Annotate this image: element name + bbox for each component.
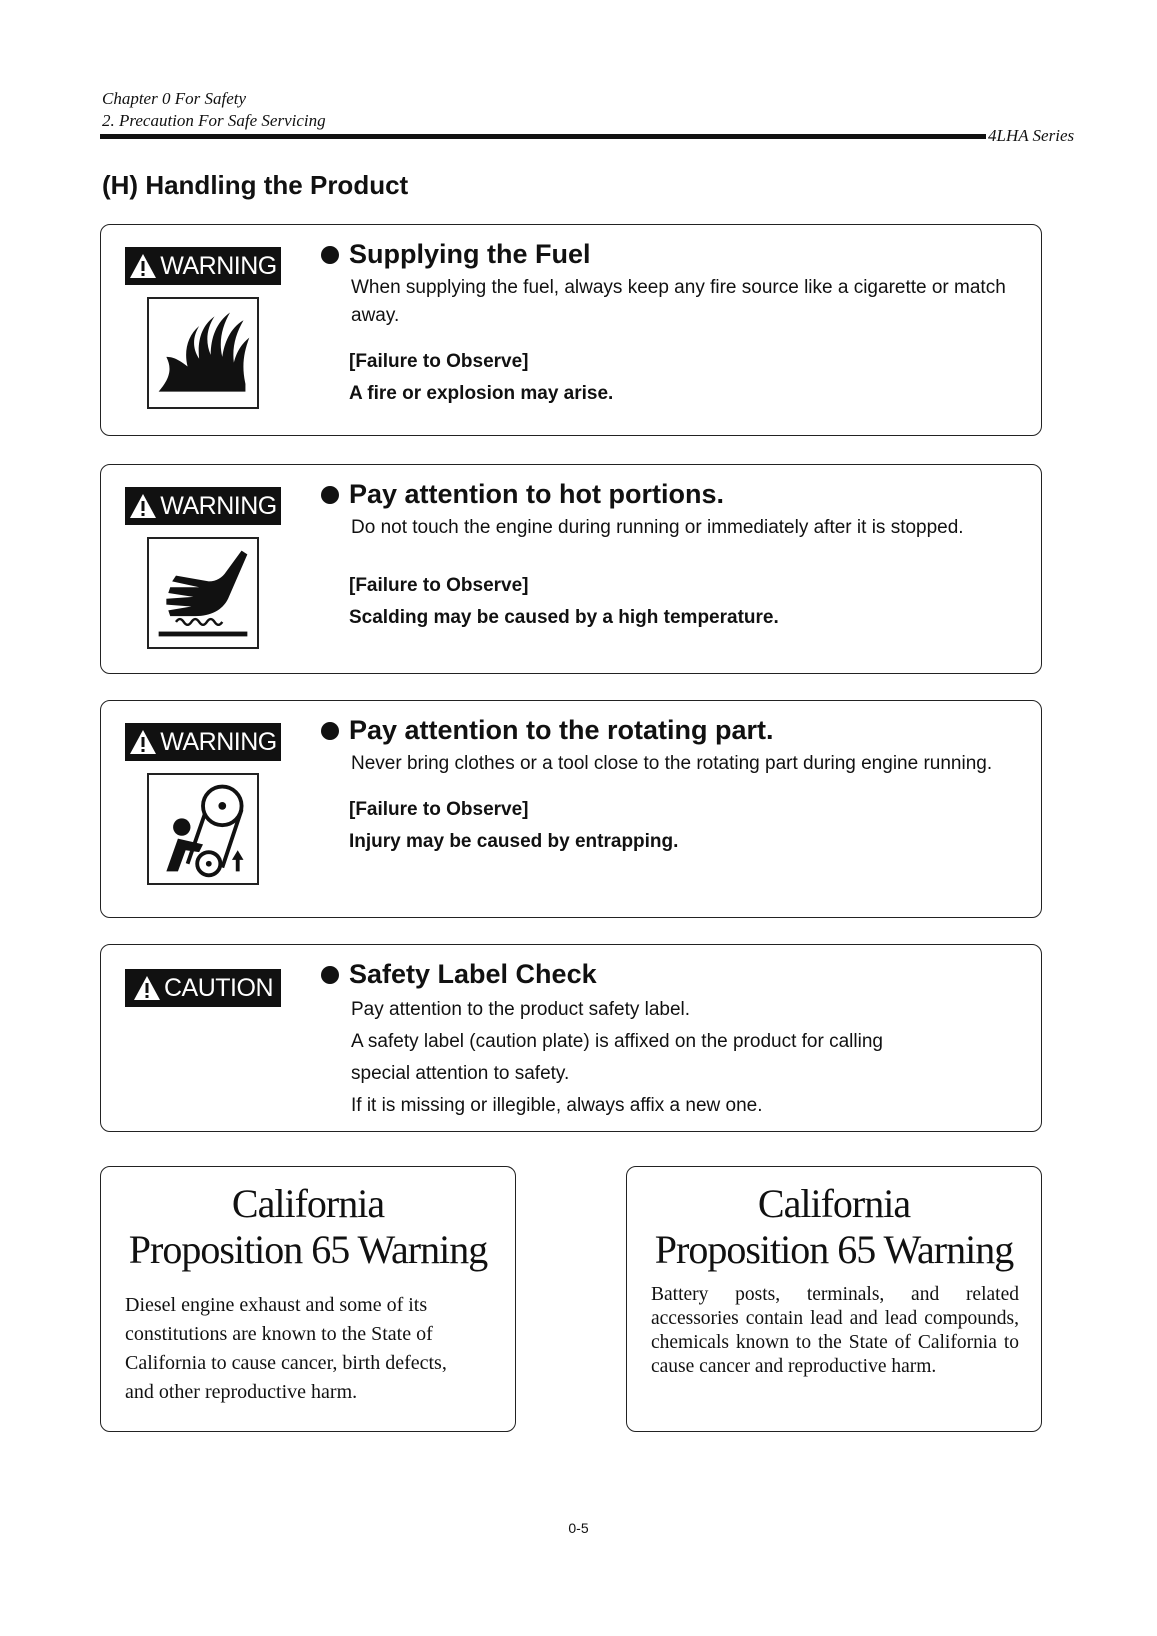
warning-signal bbox=[125, 247, 281, 285]
signal-word: WARNING bbox=[160, 251, 277, 280]
warning-triangle-icon bbox=[129, 253, 157, 279]
running-header bbox=[102, 88, 326, 132]
panel-description: Do not touch the engine during running or immediately after it is stopped. bbox=[351, 517, 964, 538]
fire-icon bbox=[147, 297, 259, 409]
failure-result: A fire or explosion may arise. bbox=[349, 383, 614, 404]
prop65-line: constitutions are known to the State of bbox=[125, 1323, 433, 1345]
prop65-body bbox=[125, 1291, 493, 1407]
failure-label: [Failure to Observe] bbox=[349, 799, 529, 820]
prop65-body: Battery posts, terminals, and related accessories contain lead and lead compounds, chemicals known to the State of California to cause cancer and reproductive harm. bbox=[651, 1284, 1019, 1377]
page-title: (H) Handling the Product bbox=[102, 170, 409, 200]
panel-title: Safety Label Check bbox=[349, 959, 597, 989]
description-line: A safety label (caution plate) is affixed on the product for calling bbox=[351, 1031, 883, 1052]
bullet-dot-icon bbox=[321, 722, 339, 740]
prop65-title-line: California bbox=[757, 1181, 911, 1226]
prop65-title-line: Proposition 65 Warning bbox=[654, 1227, 1014, 1272]
caution-panel-label-check bbox=[100, 944, 1042, 1132]
prop65-line: and other reproductive harm. bbox=[125, 1381, 358, 1403]
bullet-dot-icon bbox=[321, 486, 339, 504]
prop65-line: Diesel engine exhaust and some of its bbox=[125, 1294, 428, 1316]
prop65-line: California to cause cancer, birth defects, bbox=[125, 1352, 447, 1374]
description-line: Pay attention to the product safety label. bbox=[351, 999, 691, 1020]
bullet-dot-icon bbox=[321, 246, 339, 264]
prop65-title bbox=[101, 1181, 515, 1273]
description-line: If it is missing or illegible, always affix a new one. bbox=[351, 1095, 763, 1116]
page-number: 0-5 bbox=[568, 1520, 589, 1536]
panel-title: Pay attention to hot portions. bbox=[349, 479, 724, 509]
prop65-warning-exhaust bbox=[100, 1166, 516, 1432]
section-label: 2. Precaution For Safe Servicing bbox=[102, 111, 326, 130]
prop65-warning-battery bbox=[626, 1166, 1042, 1432]
warning-panel-fuel bbox=[100, 224, 1042, 436]
header-rule bbox=[100, 134, 986, 139]
panel-title: Pay attention to the rotating part. bbox=[349, 715, 774, 745]
caution-signal bbox=[125, 969, 281, 1007]
warning-triangle-icon bbox=[129, 729, 157, 755]
panel-title: Supplying the Fuel bbox=[349, 239, 591, 269]
signal-word: WARNING bbox=[160, 727, 277, 756]
failure-label: [Failure to Observe] bbox=[349, 575, 529, 596]
prop65-title-line: Proposition 65 Warning bbox=[128, 1227, 488, 1272]
warning-signal bbox=[125, 723, 281, 761]
prop65-title-line: California bbox=[231, 1181, 385, 1226]
series-label: 4LHA Series bbox=[988, 126, 1075, 145]
hot-surface-icon bbox=[147, 537, 259, 649]
failure-result: Scalding may be caused by a high temperature. bbox=[349, 607, 779, 628]
rotating-part-icon bbox=[147, 773, 259, 885]
signal-word: WARNING bbox=[160, 491, 277, 520]
warning-panel-rotating bbox=[100, 700, 1042, 918]
failure-result: Injury may be caused by entrapping. bbox=[349, 831, 679, 852]
failure-label: [Failure to Observe] bbox=[349, 351, 529, 372]
chapter-label: Chapter 0 For Safety bbox=[102, 89, 247, 108]
panel-description: Never bring clothes or a tool close to the rotating part during engine running. bbox=[351, 753, 993, 774]
signal-word: CAUTION bbox=[164, 973, 273, 1002]
bullet-dot-icon bbox=[321, 966, 339, 984]
warning-triangle-icon bbox=[129, 493, 157, 519]
panel-description bbox=[351, 994, 1019, 1122]
panel-description: When supplying the fuel, always keep any fire source like a cigarette or match away. bbox=[351, 277, 1006, 326]
description-line: special attention to safety. bbox=[351, 1063, 570, 1084]
caution-triangle-icon bbox=[133, 975, 161, 1001]
warning-signal bbox=[125, 487, 281, 525]
prop65-title bbox=[627, 1181, 1041, 1273]
warning-panel-hot bbox=[100, 464, 1042, 674]
